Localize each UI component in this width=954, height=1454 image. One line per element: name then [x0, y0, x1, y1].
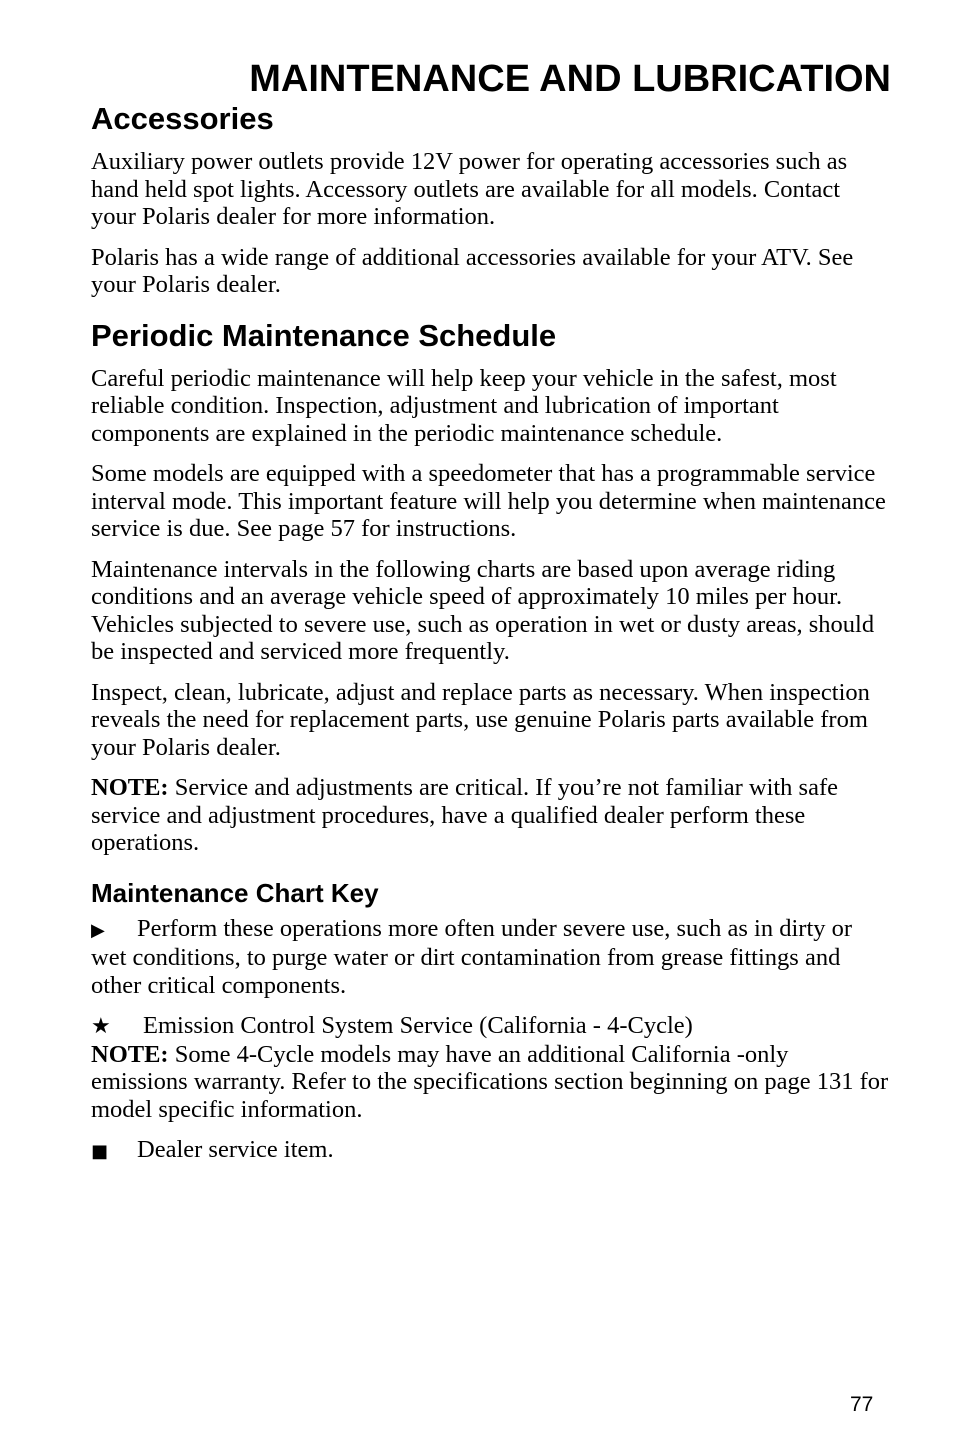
- note-label: NOTE:: [91, 774, 169, 801]
- triangle-right-icon: ▶: [91, 919, 105, 941]
- chart-key-heading: Maintenance Chart Key: [91, 877, 379, 908]
- chart-key-item-dealer: [91, 1136, 891, 1166]
- page-number: 77: [850, 1393, 874, 1416]
- chart-key-item-emission: [91, 1012, 891, 1123]
- schedule-paragraph: Inspect, clean, lubricate, adjust and replace parts as necessary. When inspection reveals the need for replacement parts, use genuine Polaris parts available from your Polaris dealer.: [91, 678, 870, 761]
- chart-key-text: Perform these operations more often under severe use, such as in dirty or wet conditions, to purge water or dirt contamination from grease fittings and other critical components.: [91, 914, 853, 999]
- accessories-heading: Accessories: [91, 101, 274, 136]
- star-icon: ★: [91, 1014, 111, 1039]
- accessories-paragraph: Auxiliary power outlets provide 12V power for operating accessories such as hand held spot lights. Accessory outlets are available for all models. Contact your Polaris dealer for more information.: [91, 148, 848, 230]
- schedule-paragraph: Careful periodic maintenance will help keep your vehicle in the safest, most reliable condition. Inspection, adjustment and lubrication of important components are explained in the periodic maintenance schedule.: [91, 364, 837, 447]
- note-text: Service and adjustments are critical. If you’re not familiar with safe service and adjustment procedures, have a qualified dealer perform these operations.: [91, 774, 839, 856]
- accessories-paragraph: Polaris has a wide range of additional accessories available for your ATV. See your Polaris dealer.: [91, 243, 854, 298]
- schedule-heading: Periodic Maintenance Schedule: [91, 317, 557, 353]
- note-text: Some 4-Cycle models may have an additional California -only emissions warranty. Refer to the specifications section beginning on page 131 for model specific information.: [91, 1040, 889, 1123]
- square-icon: ■: [91, 1141, 109, 1162]
- page-header: MAINTENANCE AND LUBRICATION: [249, 58, 891, 100]
- chart-key-text: Emission Control System Service (California - 4-Cycle): [143, 1012, 693, 1039]
- chart-key-text: Dealer service item.: [137, 1136, 334, 1163]
- page-content: [91, 100, 891, 1179]
- chart-key-item-severe-use: [91, 915, 891, 1000]
- schedule-paragraph: Maintenance intervals in the following charts are based upon average riding conditions and an average vehicle speed of approximately 10 miles per hour. Vehicles subjected to severe use, such as operation in wet or dusty areas, should be inspected and serviced more frequently.: [91, 555, 875, 665]
- schedule-note: [91, 774, 891, 857]
- schedule-paragraph: Some models are equipped with a speedometer that has a programmable service interval mode. This important feature will help you determine when maintenance service is due. See page 57 for instructions.: [91, 460, 886, 542]
- note-label: NOTE:: [91, 1040, 169, 1068]
